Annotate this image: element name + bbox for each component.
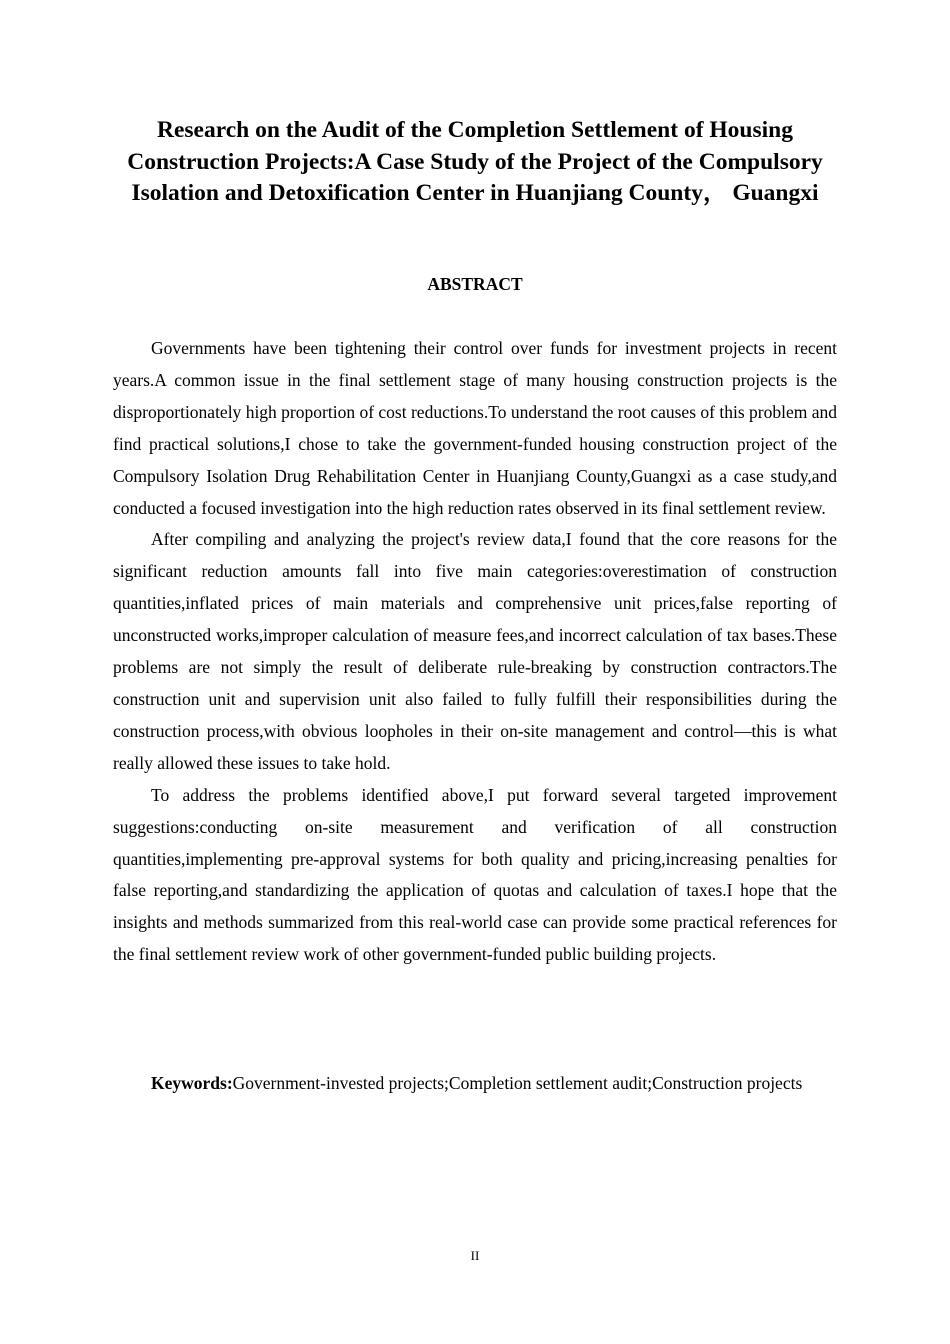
paper-title: Research on the Audit of the Completion Settlement of Housing Construction Projects:A Case Study of the Project of the Compulsory Isolation and Detoxification Center in Huanjiang County， Guangxi <box>127 117 823 206</box>
page-number: II <box>470 1248 480 1263</box>
keywords-line <box>113 1067 813 1099</box>
abstract-body <box>113 333 837 971</box>
keywords-text: Government-invested projects;Completion settlement audit;Construction projects <box>232 1073 803 1093</box>
abstract-paragraph-3: To address the problems identified above,I put forward several targeted improvement suggestions:conducting on-site measurement and verification of all construction quantities,implementing pre-approval systems for both quality and pricing,increasing penalties for false reporting,and standardizing the application of quotas and calculation of taxes.I hope that the insights and methods summarized from this real-world case can provide some practical references for the final settlement review work of other government-funded public building projects. <box>113 784 837 965</box>
keywords-label: Keywords: <box>151 1073 233 1093</box>
abstract-paragraph-1: Governments have been tightening their control over funds for investment projects in recent years.A common issue in the final settlement stage of many housing construction projects is the disproportionately high proportion of cost reductions.To understand the root causes of this problem and find practical solutions,I chose to take the government-funded housing construction project of the Compulsory Isolation Drug Rehabilitation Center in Huanjiang County,Guangxi as a case study,and conducted a focused investigation into the high reduction rates observed in its final settlement review. <box>113 338 837 518</box>
abstract-paragraph-2: After compiling and analyzing the project's review data,I found that the core reasons for the significant reduction amounts fall into five main categories:overestimation of construction quantities,inflated prices of main materials and comprehensive unit prices,false reporting of unconstructed works,improper calculation of measure fees,and incorrect calculation of tax bases.These problems are not simply the result of deliberate rule-breaking by construction contractors.The construction unit and supervision unit also failed to fully fulfill their responsibilities during the construction process,with obvious loopholes in their on-site management and control—this is what really allowed these issues to take hold. <box>113 529 837 773</box>
abstract-heading: ABSTRACT <box>427 274 523 294</box>
